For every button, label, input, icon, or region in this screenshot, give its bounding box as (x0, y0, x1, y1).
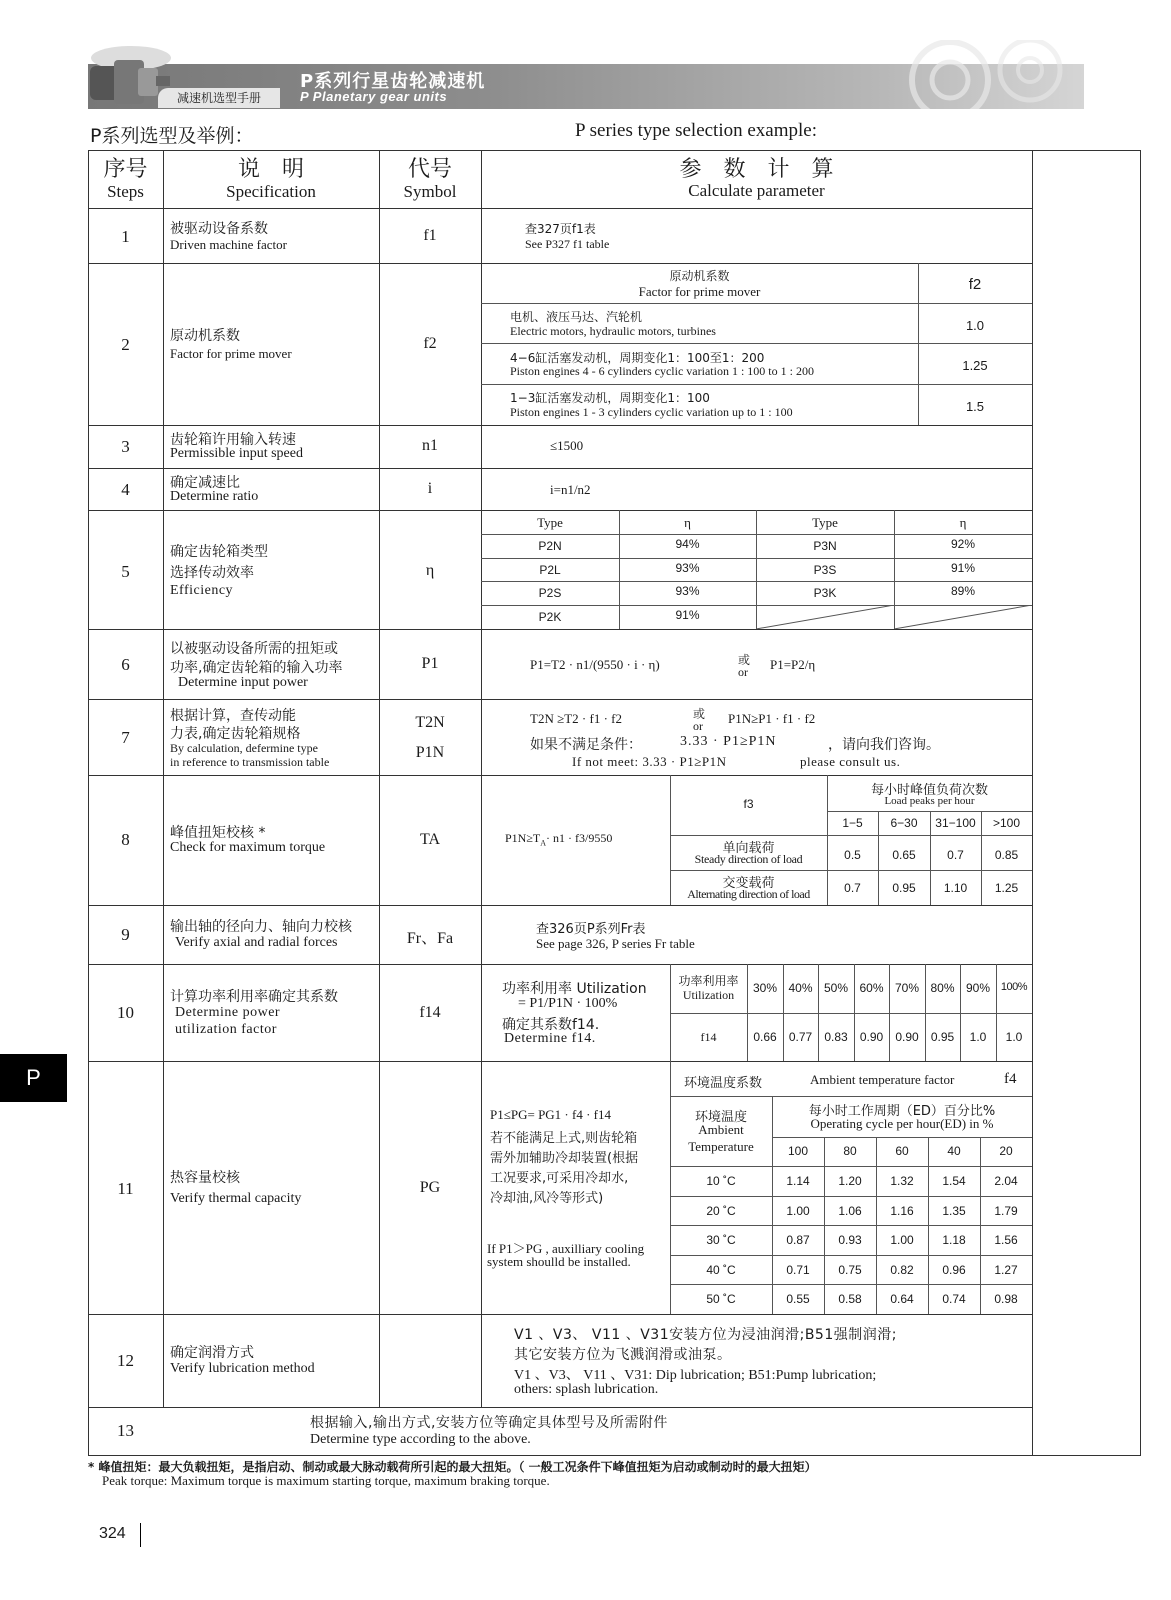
spec-en: Check for maximum torque (170, 840, 326, 855)
spec-cn: 热容量校核 (170, 1170, 240, 1186)
step-number: 12 (117, 1351, 134, 1370)
spec-en: Determine power (175, 1005, 281, 1020)
col-steps-en: Steps (107, 182, 144, 201)
spec-cn: 确定润滑方式 (170, 1345, 254, 1361)
empty-cell-slash (756, 605, 1032, 629)
gears-icon (880, 40, 1084, 109)
spec-cn: 力表,确定齿轮箱规格 (170, 726, 301, 742)
spec-cn: 原动机系数 (170, 328, 240, 344)
symbol: i (427, 480, 433, 497)
step-number: 5 (121, 562, 130, 581)
calc-value: ≤1500 (550, 438, 584, 453)
calc-cn: 查327页f1表 (525, 222, 596, 236)
col-spec-en: Specification (226, 182, 316, 201)
col-symbol-en: Symbol (403, 182, 457, 201)
spec-cn: 根据输入,输出方式,安装方位等确定具体型号及所需附件 (310, 1415, 668, 1431)
spec-cn: 输出轴的径向力、轴向力校核 (170, 919, 352, 935)
step-number: 4 (121, 480, 130, 499)
symbol: TA (419, 831, 441, 848)
symbol: P1N (415, 744, 445, 761)
page-number: 324 (99, 1525, 126, 1542)
formula-p1-alt: P1=P2/η (770, 657, 816, 672)
step-number: 1 (121, 227, 130, 246)
step-number: 9 (121, 925, 130, 944)
header-title-cn: P系列行星齿轮减速机 (300, 71, 486, 92)
spec-en: utilization factor (175, 1022, 277, 1037)
spec-cn: 以被驱动设备所需的扭矩或 (170, 641, 338, 657)
calc-cn: 查326页P系列Fr表 (536, 922, 646, 937)
spec-cn: 峰值扭矩校核 * (170, 825, 266, 841)
spec-en: in reference to transmission table (170, 755, 330, 769)
manual-label: 减速机选型手册 (158, 88, 280, 108)
step-number: 3 (121, 437, 130, 456)
symbol: P1 (421, 655, 439, 672)
col-steps-cn: 序号 (103, 157, 148, 182)
col-symbol-cn: 代号 (407, 157, 452, 182)
spec-cn: 选择传动效率 (170, 565, 254, 581)
col-calc-en: Calculate parameter (688, 181, 825, 200)
step-number: 2 (121, 335, 130, 354)
calc-en: See P327 f1 table (525, 237, 610, 251)
spec-en: Factor for prime mover (170, 346, 292, 361)
spec-cn: 被驱动设备系数 (170, 221, 268, 237)
symbol: PG (419, 1179, 441, 1196)
spec-en: By calculation, defermine type (170, 741, 318, 755)
spec-en: Determine type according to the above. (310, 1432, 531, 1447)
calc-en: See page 326, P series Fr table (536, 936, 695, 951)
col-spec-cn: 说 明 (237, 157, 304, 182)
step-number: 11 (117, 1179, 134, 1198)
symbol: Fr、Fa (406, 930, 454, 947)
spec-en: Verify axial and radial forces (175, 935, 338, 950)
step-number: 8 (121, 830, 130, 849)
spec-cn: 确定齿轮箱类型 (170, 544, 268, 560)
spec-cn: 根据计算，查传动能 (170, 708, 296, 724)
spec-en: Verify lubrication method (170, 1361, 315, 1376)
page-divider (140, 1523, 141, 1547)
col-calc-cn: 参 数 计 算 (679, 157, 834, 182)
step-number: 7 (121, 728, 130, 747)
spec-cn: 功率,确定齿轮箱的输入功率 (170, 660, 343, 676)
symbol: f2 (423, 335, 437, 352)
section-tab-p: P (0, 1054, 67, 1102)
spec-en: Permissible input speed (170, 446, 303, 461)
step-number: 13 (117, 1421, 134, 1440)
step-number: 10 (117, 1003, 134, 1022)
section-title-cn: P系列选型及举例： (90, 125, 254, 147)
header-title-en: P Planetary gear units (300, 89, 448, 104)
footnote-cn: * 峰值扭矩：最大负载扭矩，是指启动、制动或最大脉动载荷所引起的最大扭矩。（ 一般工况条件下峰值扭矩为启动或制动时的最大扭矩） (88, 1460, 817, 1474)
formula-peak: $P1N\ge T_A\cdot n1 \cdot f3/9550$ (505, 831, 613, 848)
symbol: η (425, 562, 435, 579)
symbol: n1 (422, 437, 438, 454)
footnote-en: Peak torque: Maximum torque is maximum starting torque, maximum braking torque. (102, 1473, 550, 1488)
symbol: f14 (419, 1004, 441, 1021)
calc-value: i=n1/n2 (550, 482, 591, 497)
step-number: 6 (121, 655, 130, 674)
formula-p1: P1=T2 · n1/(9550 · i · η) (530, 657, 660, 672)
spec-en: Driven machine factor (170, 237, 287, 252)
spec-cn: 确定减速比 (170, 475, 240, 491)
spec-cn: 计算功率利用率确定其系数 (170, 989, 338, 1005)
spec-en: Determine input power (178, 675, 308, 690)
spec-en: Determine ratio (170, 489, 259, 504)
spec-en: Verify thermal capacity (170, 1191, 302, 1206)
spec-en: Efficiency (170, 583, 234, 598)
symbol: T2N (415, 714, 445, 731)
symbol: f1 (423, 227, 437, 244)
section-title-en: P series type selection example: (575, 120, 817, 141)
spec-cn: 齿轮箱许用输入转速 (170, 432, 296, 448)
